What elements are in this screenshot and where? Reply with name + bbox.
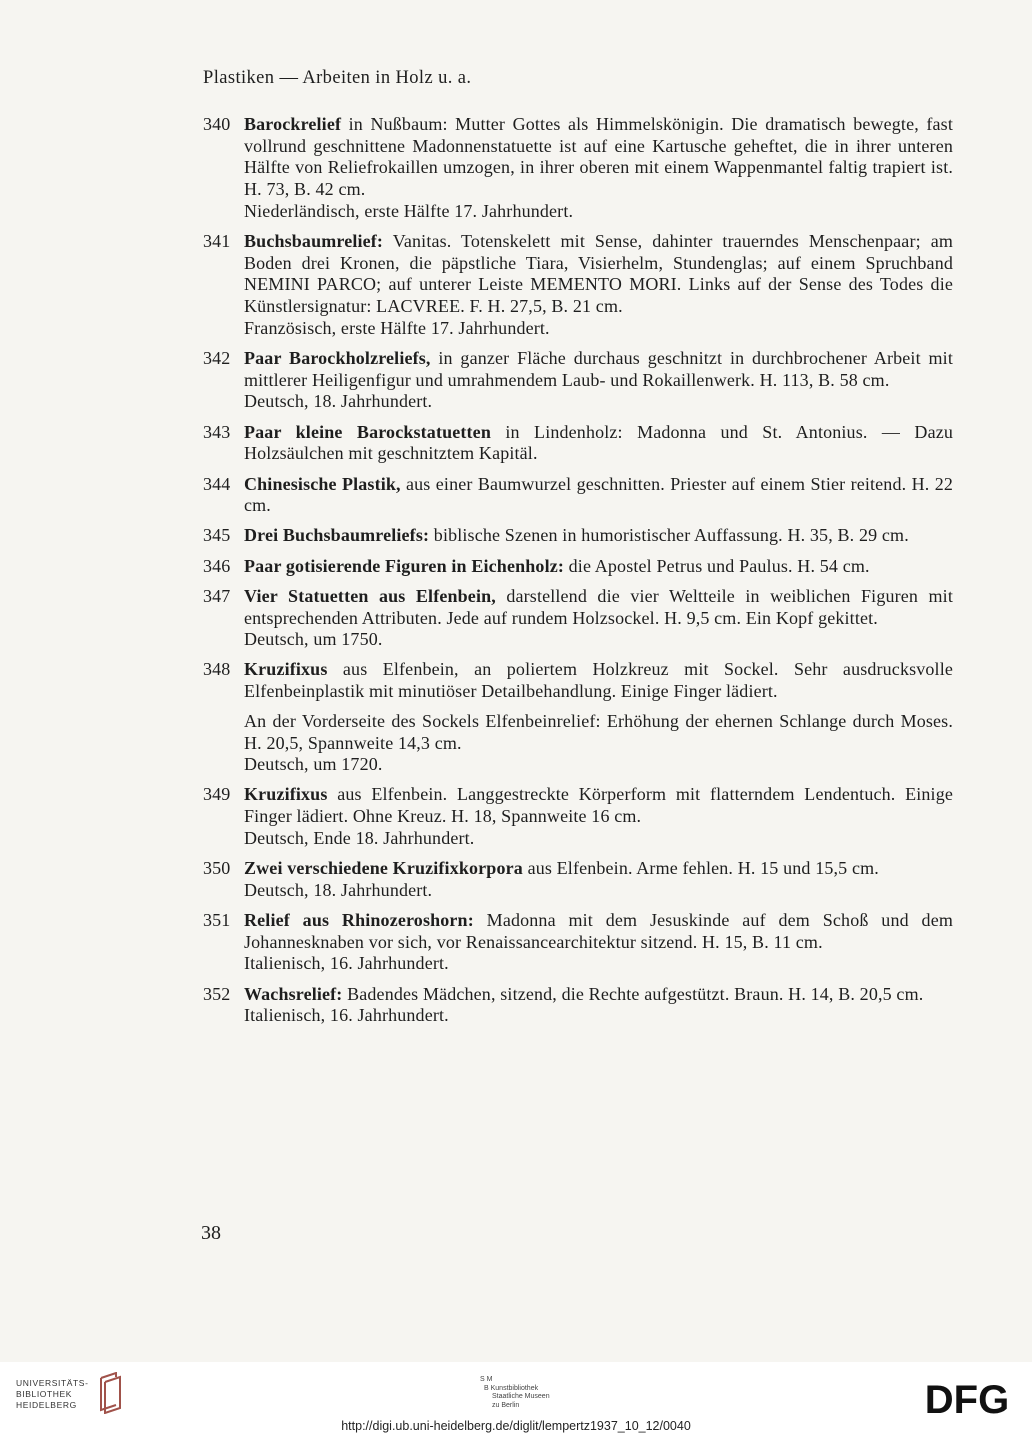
entry-provenance: Französisch, erste Hälfte 17. Jahrhundert.	[244, 317, 550, 338]
catalog-entry	[203, 422, 953, 465]
stamp-line: zu Berlin	[492, 1401, 520, 1409]
university-logo-icon	[94, 1372, 124, 1414]
entry-description	[244, 525, 953, 547]
stamp-line: S M	[480, 1376, 493, 1383]
entry-description	[244, 984, 953, 1006]
entry-text: aus Elfenbein. Arme fehlen. H. 15 und 15,5 cm.	[527, 858, 879, 879]
page-number: 38	[201, 1222, 221, 1244]
entry-text: in Lindenholz: Madonna und St. Antonius. — Dazu Holzsäulchen mit geschnitztem Kapitäl.	[244, 421, 954, 464]
entry-number: 349	[203, 784, 231, 805]
entry-description	[244, 659, 953, 702]
catalog-entry	[203, 114, 953, 223]
entry-description	[244, 474, 953, 517]
catalog-entry	[203, 984, 953, 1027]
entry-description	[244, 348, 953, 391]
entry-text: aus Elfenbein. Langgestreckte Körperform mit flatterndem Lendentuch. Einige Finger lädiert. Ohne Kreuz. H. 18, Spannweite 16 cm.	[244, 784, 953, 827]
entry-text: in ganzer Fläche durchaus geschnitzt in durchbrochener Arbeit mit mittlerer Heiligenfigur und umrahmendem Laub- und Rokaillenwerk. H. 113, B. 58 cm.	[244, 348, 953, 390]
running-head: Plastiken — Arbeiten in Holz u. a.	[203, 68, 472, 88]
entry-number: 342	[203, 348, 231, 369]
entry-text: in Nußbaum: Mutter Gottes als Himmelskönigin. Die dramatisch bewegte, fast vollrund geschnittene Madonnenstatuette ist auf eine Kartusche geheftet, die in ihrer unteren Hälfte von Reliefrokaillen umzogen, in ihrer oberen mit einem Wappenmantel faltig trapiert ist. H. 73, B. 42 cm.	[244, 114, 953, 200]
catalog-entry	[203, 784, 953, 849]
entry-title: Wachsrelief:	[244, 983, 343, 1004]
entry-description	[244, 586, 953, 629]
stamp-line: B Kunstbibliothek	[484, 1384, 539, 1392]
university-line: UNIVERSITÄTS-	[16, 1378, 89, 1388]
entry-title: Paar gotisierende Figuren in Eichenholz:	[244, 555, 564, 576]
dfg-logo-text: DFG	[924, 1380, 1010, 1418]
entry-title: Zwei verschiedene Kruzifixkorpora	[244, 858, 523, 879]
entry-title: Kruzifixus	[244, 784, 328, 805]
entry-description	[244, 556, 953, 578]
entry-text: Madonna mit dem Jesuskinde auf dem Schoß und dem Johannesknaben vor sich, vor Renaissancearchitektur sitzend. H. 15, B. 11 cm.	[244, 910, 953, 952]
entry-number: 341	[203, 231, 231, 252]
permalink-url[interactable]: http://digi.ub.uni-heidelberg.de/diglit/lempertz1937_10_12/0040	[341, 1419, 691, 1433]
entry-text: aus einer Baumwurzel geschnitten. Priester auf einem Stier reitend. H. 22 cm.	[244, 473, 953, 516]
catalog-entry	[203, 231, 953, 340]
entry-provenance: Niederländisch, erste Hälfte 17. Jahrhundert.	[244, 200, 574, 221]
catalog-entry	[203, 858, 953, 901]
entry-number: 347	[203, 585, 231, 606]
entry-title: Drei Buchsbaumreliefs:	[244, 525, 430, 546]
catalog-entry	[203, 525, 953, 547]
entry-title: Buchsbaumrelief:	[244, 231, 384, 252]
stamp-line: Staatliche Museen	[492, 1393, 550, 1400]
entry-number: 345	[203, 525, 231, 546]
entry-number: 352	[203, 983, 231, 1004]
entry-provenance: Deutsch, 18. Jahrhundert.	[244, 391, 433, 412]
entry-number: 348	[203, 659, 231, 680]
entry-title: Relief aus Rhinozeroshorn:	[244, 910, 474, 930]
entry-text: biblische Szenen in humoristischer Auffassung. H. 35, B. 29 cm.	[433, 525, 909, 546]
entry-description	[244, 784, 953, 827]
entry-title: Vier Statuetten aus Elfenbein,	[244, 585, 496, 606]
catalog-entry	[203, 586, 953, 651]
entry-description	[244, 422, 953, 465]
entry-additional-note: An der Vorderseite des Sockels Elfenbeinrelief: Erhöhung der ehernen Schlange durch Moses. H. 20,5, Spannweite 14,3 cm.	[244, 710, 953, 753]
entry-provenance: Deutsch, 18. Jahrhundert.	[244, 879, 433, 900]
entry-provenance: Deutsch, um 1750.	[244, 629, 383, 650]
entry-title: Kruzifixus	[244, 659, 328, 680]
catalog-entry	[203, 659, 953, 776]
entry-number: 351	[203, 910, 231, 930]
entry-title: Paar kleine Barockstatuetten	[244, 421, 491, 442]
entry-provenance: Deutsch, um 1720.	[244, 754, 383, 775]
entry-number: 350	[203, 858, 231, 879]
entry-description	[244, 231, 953, 318]
entry-provenance: Italienisch, 16. Jahrhundert.	[244, 953, 449, 974]
entry-text: aus Elfenbein, an poliertem Holzkreuz mit Sockel. Sehr ausdrucksvolle Elfenbeinplastik mit minutiöser Detailbehandlung. Einige Finger lädiert.	[244, 659, 953, 702]
entry-title: Chinesische Plastik,	[244, 473, 401, 494]
catalog-entry	[203, 474, 953, 517]
entry-text: die Apostel Petrus und Paulus. H. 54 cm.	[568, 555, 870, 576]
entry-provenance: Italienisch, 16. Jahrhundert.	[244, 1005, 449, 1026]
entry-number: 346	[203, 555, 231, 576]
university-line: HEIDELBERG	[16, 1400, 77, 1410]
entry-text: Vanitas. Totenskelett mit Sense, dahinter trauerndes Menschenpaar; am Boden drei Kronen, die päpstliche Tiara, Visierhelm, Stundenglas; auf einem Spruchband NEMINI PARCO; auf unterer Leiste MEMENTO MORI. Links auf der Sense des Todes die Künstlersignatur: LACVREE. F. H. 27,5, B. 21 cm.	[244, 231, 953, 317]
catalog-entry	[203, 348, 953, 413]
entry-text: Badendes Mädchen, sitzend, die Rechte aufgestützt. Braun. H. 14, B. 20,5 cm.	[347, 983, 924, 1004]
catalog-entry	[203, 910, 953, 975]
entry-text: darstellend die vier Weltteile in weiblichen Figuren mit entsprechenden Attributen. Jede auf rundem Holzsockel. H. 9,5 cm. Ein Kopf gekittet.	[244, 585, 953, 628]
entry-number: 343	[203, 421, 231, 442]
catalog-entry	[203, 556, 953, 578]
catalog-entries	[203, 114, 953, 1036]
entry-description	[244, 910, 953, 953]
entry-provenance: Deutsch, Ende 18. Jahrhundert.	[244, 827, 475, 848]
entry-number: 344	[203, 473, 231, 494]
university-line: BIBLIOTHEK	[16, 1389, 73, 1399]
entry-number: 340	[203, 114, 231, 134]
university-library-label	[16, 1378, 89, 1411]
entry-title: Paar Barockholzreliefs,	[244, 348, 431, 369]
entry-title: Barockrelief	[244, 114, 342, 134]
dfg-logo	[917, 1380, 1017, 1418]
entry-description	[244, 858, 953, 880]
entry-description	[244, 114, 953, 201]
library-stamp	[480, 1376, 550, 1410]
